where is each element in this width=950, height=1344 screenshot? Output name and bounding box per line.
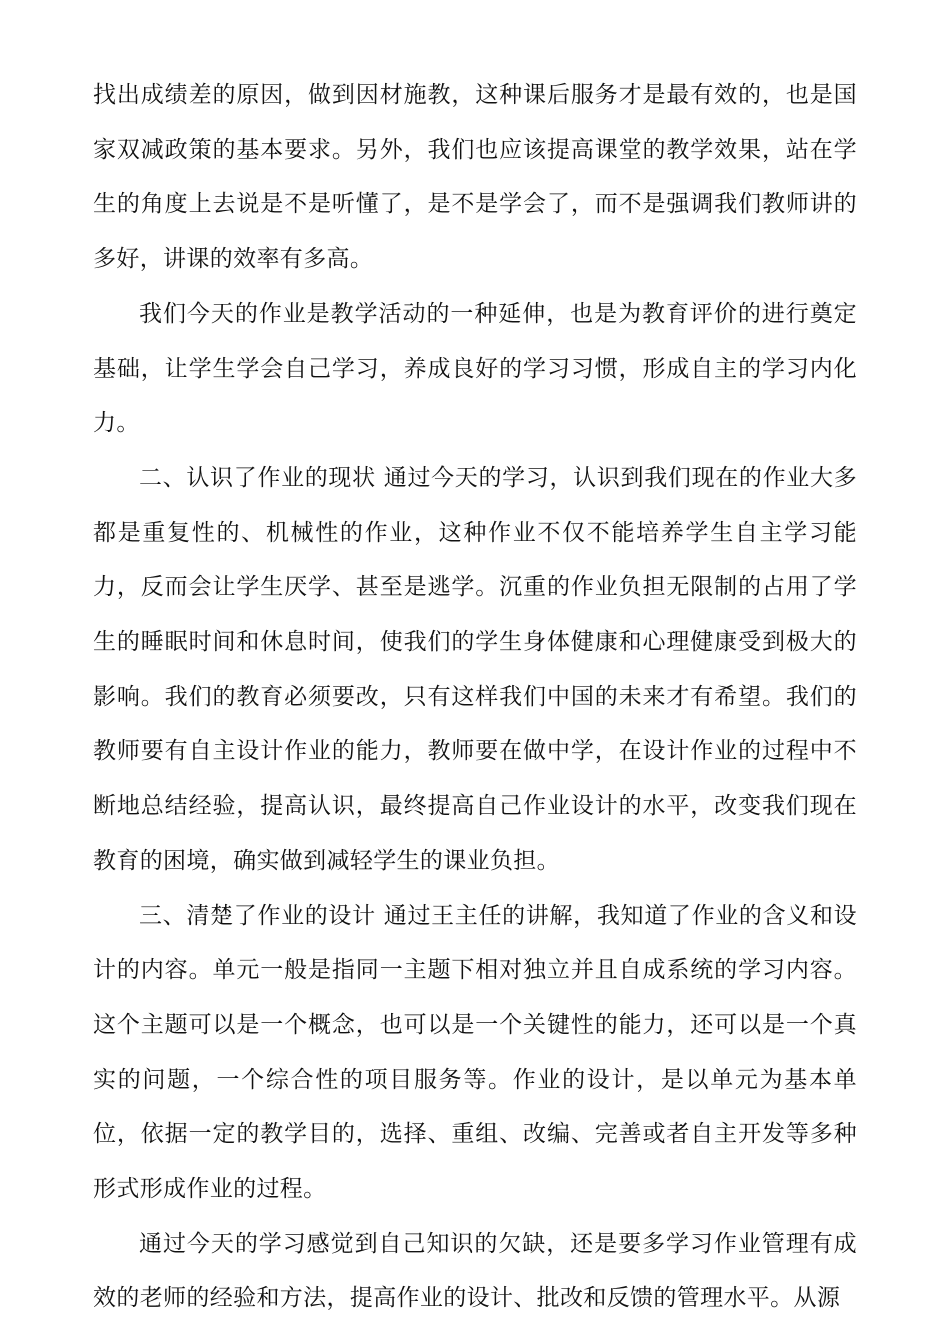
paragraph-2: 我们今天的作业是教学活动的一种延伸，也是为教育评价的进行奠定基础，让学生学会自己学习，养成良好的学习习惯，形成自主的学习内化力。 — [93, 300, 857, 437]
paragraph-4-design: 三、清楚了作业的设计 通过王主任的讲解，我知道了作业的含义和设计的内容。单元一般是指同一主题下相对独立并且自成系统的学习内容。这个主题可以是一个概念，也可以是一个关键性的能力，还可以是一个真实的问题，一个综合性的项目服务等。作业的设计，是以单元为基本单位，依据一定的教学目的，选择、重组、改编、完善或者自主开发等多种形式形成作业的过程。 — [93, 902, 857, 1203]
paragraph-1: 找出成绩差的原因，做到因材施教，这种课后服务才是最有效的，也是国家双减政策的基本要求。另外，我们也应该提高课堂的教学效果，站在学生的角度上去说是不是听懂了，是不是学会了，而不是强调我们教师讲的多好，讲课的效率有多高。 — [93, 82, 857, 273]
document-body — [93, 68, 857, 1326]
paragraph-3-current-state: 二、认识了作业的现状 通过今天的学习，认识到我们现在的作业大多都是重复性的、机械性的作业，这种作业不仅不能培养学生自主学习能力，反而会让学生厌学、甚至是逃学。沉重的作业负担无限制的占用了学生的睡眠时间和休息时间，使我们的学生身体健康和心理健康受到极大的影响。我们的教育必须要改，只有这样我们中国的未来才有希望。我们的教师要有自主设计作业的能力，教师要在做中学，在设计作业的过程中不断地总结经验，提高认识，最终提高自己作业设计的水平，改变我们现在教育的困境，确实做到减轻学生的课业负担。 — [93, 464, 857, 874]
paragraph-5: 通过今天的学习感觉到自己知识的欠缺，还是要多学习作业管理有成效的老师的经验和方法，提高作业的设计、批改和反馈的管理水平。从源 — [93, 1230, 857, 1312]
